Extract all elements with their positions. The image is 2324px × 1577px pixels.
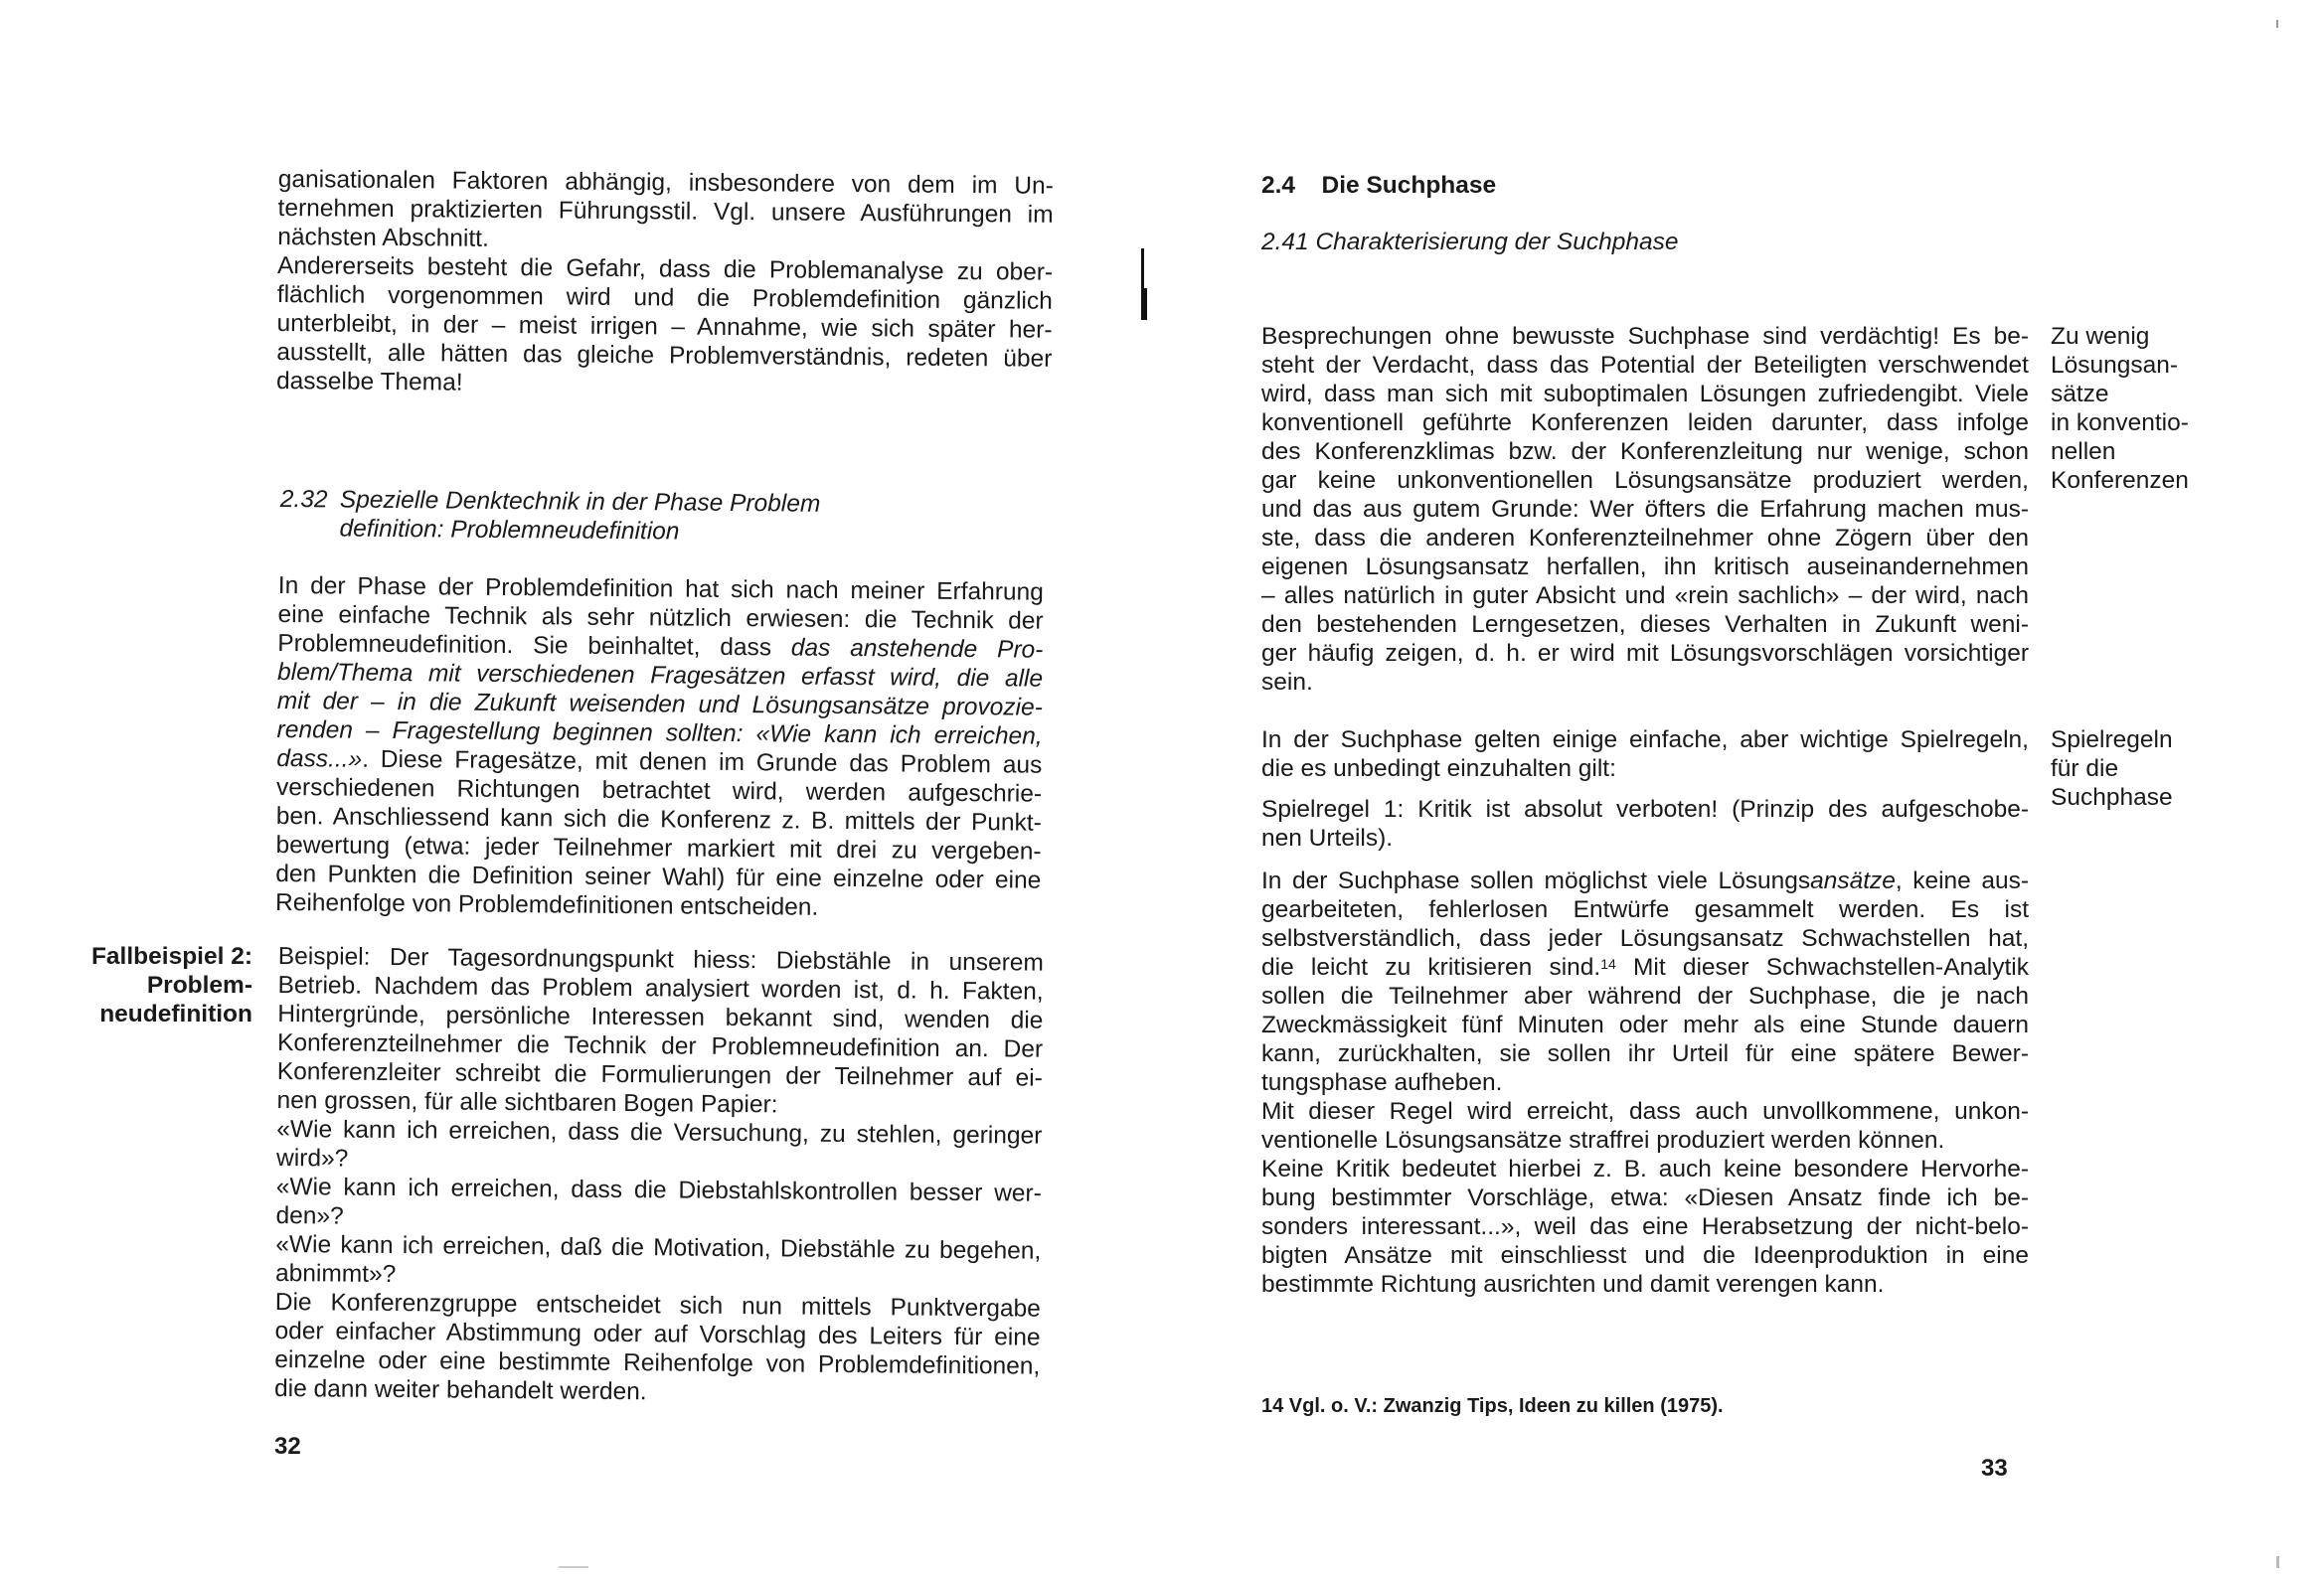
text-line: oder einfacher Abstimmung oder auf Vorschlag des Leiters für eine bbox=[274, 1317, 1041, 1351]
text-line: Die Konferenzgruppe entscheidet sich nun mittels Punktvergabe bbox=[274, 1288, 1041, 1323]
text-line: kann, zurückhalten, sie sollen ihr Urteil für eine spätere Bewer- bbox=[1261, 1040, 2029, 1067]
margin-note-line: Problem- bbox=[146, 972, 252, 999]
text-line: bewertung (etwa: jeder Teilnehmer markiert mit drei zu vergeben- bbox=[275, 831, 1042, 866]
text-segment: die leicht zu kritisieren sind. bbox=[1261, 954, 1601, 981]
text-line: gar keine unkonventionellen Lösungsansätze produziert werden, bbox=[1261, 467, 2029, 494]
margin-note-few-solutions bbox=[2051, 322, 2230, 495]
text-line: verschiedenen Richtungen betrachtet wird, werden aufgeschrie- bbox=[275, 773, 1043, 808]
text-segment: Problemneudefinition. Sie beinhaltet, dass bbox=[277, 629, 772, 662]
margin-note-line: Spielregeln bbox=[2051, 726, 2173, 753]
text-line: einzelne oder eine bestimmte Reihenfolge von Problemdefinitionen, bbox=[274, 1345, 1041, 1380]
text-line: In der Suchphase gelten einige einfache, aber wichtige Spielregeln, bbox=[1261, 726, 2029, 753]
text-segment: , keine aus- bbox=[1895, 867, 2029, 894]
gutter-mark bbox=[1141, 288, 1147, 320]
text-line: Keine Kritik bedeutet hierbei z. B. auch keine besondere Hervorhe- bbox=[1261, 1156, 2029, 1183]
text-line: sein. bbox=[1261, 669, 1313, 696]
margin-note-line: nellen bbox=[2051, 438, 2116, 465]
text-line: blem/Thema mit verschiedenen Fragesätzen erfasst wird, die alle bbox=[276, 658, 1044, 693]
text-line: den bestehenden Lerngesetzen, dieses Verhalten in Zukunft weni- bbox=[1261, 611, 2029, 638]
text-line: ternehmen praktizierten Führungsstil. Vgl. unsere Ausführungen im bbox=[277, 194, 1054, 229]
text-segment: Mit dieser Schwachstellen-Analytik bbox=[1615, 954, 2029, 981]
text-line: wird»? bbox=[275, 1144, 349, 1173]
section-heading-2-32 bbox=[279, 485, 1035, 550]
section-title: Die Suchphase bbox=[1321, 172, 1497, 199]
footnote: 14 Vgl. o. V.: Zwanzig Tips, Ideen zu killen (1975). bbox=[1261, 1395, 1724, 1417]
text-line: «Wie kann ich erreichen, dass die Diebstahlskontrollen besser wer- bbox=[275, 1173, 1042, 1207]
margin-note-case-example bbox=[60, 942, 252, 1028]
text-line: bigten Ansätze mit einschliesst und die Ideenproduktion in eine bbox=[1261, 1242, 2029, 1269]
text-line: den»? bbox=[275, 1201, 344, 1230]
text-line: ausstellt, alle hätten das gleiche Problemverständnis, redeten über bbox=[276, 338, 1053, 373]
text-line: unterbleibt, in der – meist irrigen – Annahme, wie sich später her- bbox=[276, 309, 1053, 344]
section-heading-2-4 bbox=[1261, 172, 1496, 200]
text-line: «Wie kann ich erreichen, daß die Motivation, Diebstähle zu begehen, bbox=[275, 1230, 1042, 1265]
text-line: Zweckmässigkeit fünf Minuten oder mehr als eine Stunde dauern bbox=[1261, 1012, 2029, 1038]
text-line: Besprechungen ohne bewusste Suchphase sind verdächtig! Es be- bbox=[1261, 323, 2029, 350]
text-line: flächlich vorgenommen wird und die Problemdefinition gänzlich bbox=[276, 280, 1053, 315]
text-line: Hintergründe, persönliche Interessen bekannt sind, wenden die bbox=[277, 1000, 1044, 1034]
text-line: sonders interessant...», weil das eine Herabsetzung der nicht-belo- bbox=[1261, 1213, 2029, 1240]
text-line: Beispiel: Der Tagesordnungspunkt hiess: Diebstähle in unserem bbox=[277, 942, 1044, 977]
margin-note-line: Lösungsan- bbox=[2051, 352, 2179, 379]
search-rules-paragraph bbox=[1261, 867, 2029, 1299]
margin-note-line: Zu wenig bbox=[2051, 323, 2150, 350]
text-line: ventionelle Lösungsansätze straffrei produziert werden können. bbox=[1261, 1127, 1945, 1154]
text-segment: In der Suchphase sollen möglichst viele Lösungs bbox=[1261, 867, 1811, 894]
text-line: Reihenfolge von Problemdefinitionen entscheiden. bbox=[274, 888, 819, 921]
text-line: «Wie kann ich erreichen, dass die Versuchung, zu stehlen, geringer bbox=[276, 1115, 1043, 1150]
margin-note-game-rules bbox=[2051, 725, 2230, 812]
text-line: renden – Fragestellung beginnen sollten: «Wie kann ich erreichen, bbox=[276, 715, 1043, 750]
right-page bbox=[1162, 0, 2324, 1577]
italic-segment: dass...» bbox=[276, 744, 363, 773]
subsection-heading: 2.41 Charakterisierung der Suchphase bbox=[1261, 229, 1679, 255]
intro-paragraph bbox=[276, 165, 1054, 402]
page-number-left: 32 bbox=[274, 1433, 301, 1460]
problem-definition-paragraph bbox=[275, 571, 1044, 924]
italic-segment: das anstehende Pro- bbox=[790, 634, 1044, 664]
text-line bbox=[1261, 867, 2029, 895]
margin-note-line: in konventio- bbox=[2051, 409, 2189, 436]
text-line: nen Urteils). bbox=[1261, 825, 1394, 852]
section-number: 2.4 bbox=[1261, 172, 1296, 199]
text-line: den Punkten die Definition seiner Wahl) für eine einzelne oder eine bbox=[275, 860, 1042, 894]
text-line: dasselbe Thema! bbox=[275, 367, 463, 396]
text-line: sollen die Teilnehmer aber während der Suchphase, die je nach bbox=[1261, 983, 2029, 1010]
text-line: Konferenzteilnehmer die Technik der Problemneudefinition an. Der bbox=[276, 1028, 1044, 1063]
text-line: selbstverständlich, dass jeder Lösungsansatz Schwachstellen hat, bbox=[1261, 925, 2029, 952]
text-line: Andererseits besteht die Gefahr, dass die Problemanalyse zu ober- bbox=[276, 251, 1054, 286]
text-line: konventionell geführte Konferenzen leiden darunter, dass infolge bbox=[1261, 409, 2029, 436]
margin-note-line: für die bbox=[2051, 755, 2119, 782]
footnote-ref: 14 bbox=[1600, 956, 1616, 972]
text-line: tungsphase aufheben. bbox=[1261, 1069, 1503, 1096]
text-segment: . Diese Fragesätze, mit denen im Grunde das Problem aus bbox=[362, 745, 1043, 779]
text-line: eigenen Lösungsansatz herfallen, ihn kritisch auseinandernehmen bbox=[1261, 553, 2029, 580]
text-line: Spielregel 1: Kritik ist absolut verboten! (Prinzip des aufgeschobe- bbox=[1261, 796, 2029, 823]
text-line: und das aus gutem Grunde: Wer öfters die Erfahrung machen mus- bbox=[1261, 496, 2029, 523]
margin-note-line: Konferenzen bbox=[2051, 467, 2189, 494]
text-line: ganisationalen Faktoren abhängig, insbesondere von dem im Un- bbox=[277, 165, 1054, 200]
text-line: eine einfache Technik als sehr nützlich erwiesen: die Technik der bbox=[277, 600, 1044, 635]
scan-speck bbox=[2276, 1556, 2279, 1568]
margin-note-line: Suchphase bbox=[2051, 784, 2173, 811]
text-line: abnimmt»? bbox=[274, 1259, 397, 1289]
text-line: In der Phase der Problemdefinition hat sich nach meiner Erfahrung bbox=[277, 571, 1044, 606]
text-line: Betrieb. Nachdem das Problem analysiert worden ist, d. h. Fakten, bbox=[277, 971, 1044, 1006]
text-line: Mit dieser Regel wird erreicht, dass auch unvollkommene, unkon- bbox=[1261, 1098, 2029, 1125]
text-line bbox=[1261, 953, 2029, 982]
section-number: 2.32 bbox=[279, 485, 328, 514]
margin-note-line: sätze bbox=[2051, 381, 2109, 407]
rules-intro-paragraph bbox=[1261, 725, 2029, 783]
text-line: die dann weiter behandelt werden. bbox=[273, 1374, 647, 1406]
text-line: die es unbedingt einzuhalten gilt: bbox=[1261, 755, 1616, 782]
margin-note-line: Fallbeispiel 2: bbox=[90, 943, 252, 970]
section-title-line1: Spezielle Denktechnik in der Phase Problem bbox=[339, 486, 821, 518]
text-line: nen grossen, für alle sichtbaren Bogen Papier: bbox=[276, 1086, 778, 1119]
section-title-line2: definition: Problemneudefinition bbox=[339, 515, 680, 546]
scan-speck bbox=[2276, 20, 2278, 28]
text-line: des Konferenzklimas bzw. der Konferenzleitung nur wenige, schon bbox=[1261, 438, 2029, 465]
text-line: nächsten Abschnitt. bbox=[277, 223, 489, 252]
text-line: gearbeiteten, fehlerlosen Entwürfe gesammelt werden. Es ist bbox=[1261, 896, 2029, 923]
margin-note-line: neudefinition bbox=[99, 1001, 252, 1027]
case-example-paragraph bbox=[274, 942, 1044, 1410]
search-phase-paragraph bbox=[1261, 322, 2029, 697]
text-line: Konferenzleiter schreibt die Formulierungen der Teilnehmer auf ei- bbox=[276, 1057, 1043, 1092]
scan-speck bbox=[559, 1566, 588, 1568]
text-line: wird, dass man sich mit suboptimalen Lösungen zufriedengibt. Viele bbox=[1261, 381, 2029, 407]
text-line: steht der Verdacht, dass das Potential der Beteiligten verschwendet bbox=[1261, 352, 2029, 379]
text-line: ste, dass die anderen Konferenzteilnehmer ohne Zögern über den bbox=[1261, 525, 2029, 552]
text-line: bestimmte Richtung ausrichten und damit verengen kann. bbox=[1261, 1271, 1885, 1298]
text-line: ger häufig zeigen, d. h. er wird mit Lösungsvorschlägen vorsichtiger bbox=[1261, 640, 2029, 667]
page-number-right: 33 bbox=[1981, 1455, 2008, 1482]
text-line: bung bestimmter Vorschläge, etwa: «Diesen Ansatz finde ich be- bbox=[1261, 1184, 2029, 1211]
rule-1 bbox=[1261, 795, 2029, 853]
text-line: ben. Anschliessend kann sich die Konferenz z. B. mittels der Punkt- bbox=[275, 802, 1042, 837]
text-line: mit der – in die Zukunft weisenden und Lösungsansätze provozie- bbox=[276, 687, 1043, 721]
italic-segment: ansätze bbox=[1810, 867, 1896, 894]
text-line: – alles natürlich in guter Absicht und «rein sachlich» – der wird, nach bbox=[1261, 582, 2029, 609]
